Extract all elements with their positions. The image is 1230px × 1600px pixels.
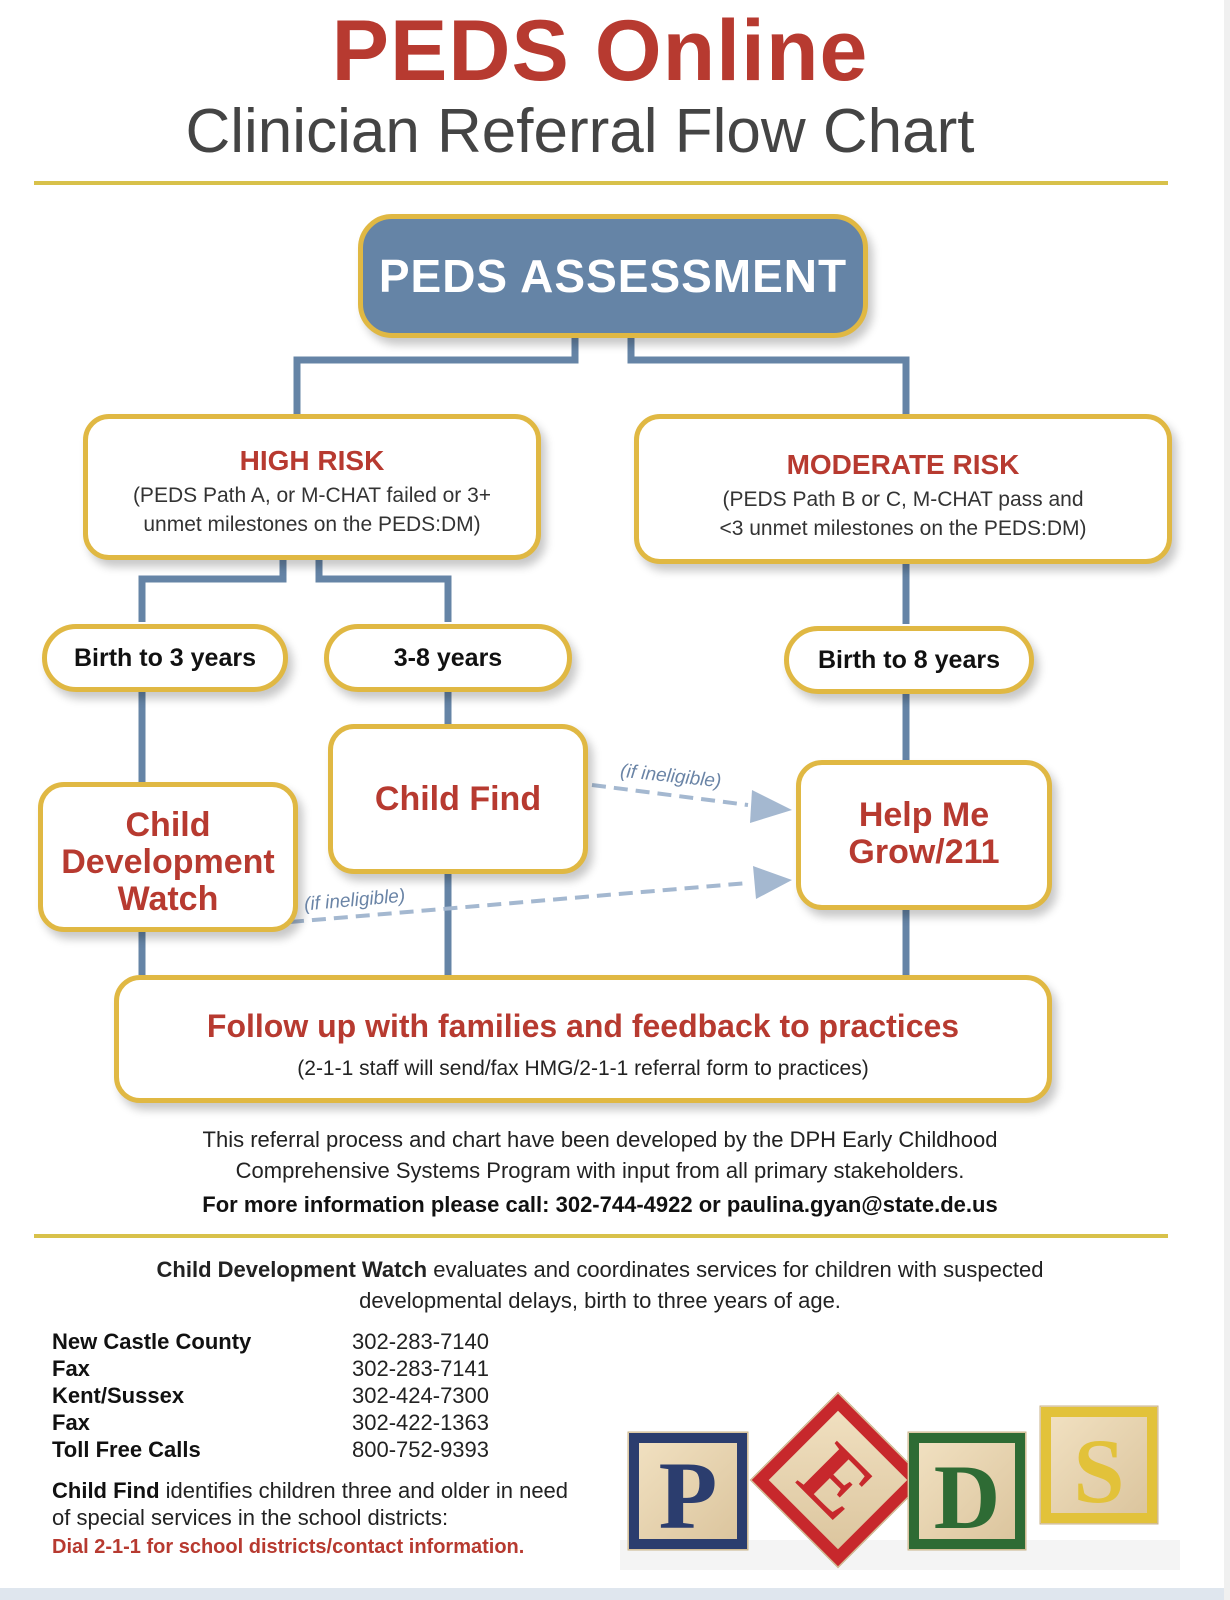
cf-desc-rest2: of special services in the school districts: bbox=[52, 1505, 449, 1530]
moderate-risk-line1: (PEDS Path B or C, M-CHAT pass and bbox=[722, 488, 1084, 511]
arrowhead-cdw-hmg bbox=[753, 866, 792, 899]
if-ineligible-label-childfind: (if ineligible) bbox=[619, 760, 723, 793]
connector-assessment-moderate bbox=[631, 338, 906, 416]
contact-number: 302-422-1363 bbox=[352, 1410, 490, 1435]
bottom-band bbox=[0, 1588, 1230, 1600]
moderate-risk-node bbox=[634, 414, 1172, 564]
follow-up-subtitle: (2-1-1 staff will send/fax HMG/2-1-1 referral form to practices) bbox=[297, 1057, 869, 1080]
dial-bold: Dial 2-1-1 bbox=[52, 1536, 141, 1558]
connector-high-birth3 bbox=[142, 556, 283, 622]
connector-assessment-high bbox=[297, 338, 575, 416]
hmg-line2: Grow/211 bbox=[848, 833, 1000, 871]
high-risk-line1: (PEDS Path A, or M-CHAT failed or 3+ bbox=[132, 484, 492, 507]
contact-row bbox=[52, 1382, 489, 1409]
contact-row bbox=[52, 1355, 489, 1382]
contact-label: Kent/Sussex bbox=[52, 1383, 185, 1408]
dial-rest: for school districts/contact information. bbox=[140, 1536, 525, 1558]
footer-divider bbox=[34, 1234, 1168, 1238]
page-title: PEDS Online bbox=[331, 3, 869, 99]
page-subtitle: Clinician Referral Flow Chart bbox=[185, 97, 975, 166]
age-3-to-8-pill: 3-8 years bbox=[324, 624, 572, 692]
block-p bbox=[628, 1432, 748, 1550]
cf-desc-bold: Child Find bbox=[52, 1478, 160, 1503]
dial-211-line bbox=[52, 1536, 524, 1559]
block-p-letter: P bbox=[658, 1442, 718, 1549]
info-block bbox=[0, 1124, 1200, 1220]
contact-label: Toll Free Calls bbox=[52, 1437, 201, 1462]
contact-label: New Castle County bbox=[52, 1329, 252, 1354]
block-d-letter: D bbox=[933, 1446, 1001, 1548]
cdw-description bbox=[0, 1254, 1200, 1316]
cf-desc-rest1: identifies children three and older in need bbox=[159, 1478, 569, 1503]
high-risk-title: HIGH RISK bbox=[239, 445, 385, 476]
contact-label: Fax bbox=[52, 1356, 90, 1381]
follow-up-title: Follow up with families and feedback to practices bbox=[206, 1008, 960, 1044]
right-edge-strip bbox=[1224, 0, 1230, 1600]
moderate-risk-title: MODERATE RISK bbox=[786, 449, 1020, 480]
block-d bbox=[908, 1432, 1026, 1550]
contact-number: 302-283-7141 bbox=[352, 1356, 490, 1381]
contact-row bbox=[52, 1409, 489, 1436]
age-birth-to-8-pill: Birth to 8 years bbox=[784, 626, 1034, 694]
contact-row bbox=[52, 1436, 489, 1463]
arrowhead-childfind-hmg bbox=[750, 790, 792, 823]
high-risk-line2: unmet milestones on the PEDS:DM) bbox=[143, 513, 481, 536]
block-s-letter: S bbox=[1073, 1420, 1125, 1522]
cdw-desc-rest1: evaluates and coordinates services for children with suspected bbox=[427, 1257, 1044, 1282]
moderate-risk-line2: <3 unmet milestones on the PEDS:DM) bbox=[719, 517, 1087, 540]
child-find-node: Child Find bbox=[328, 724, 588, 874]
contacts-list bbox=[52, 1328, 489, 1463]
peds-blocks-image bbox=[620, 1370, 1180, 1570]
child-find-description bbox=[52, 1477, 612, 1531]
info-contact-line: For more information please call: 302-744-4922 or paulina.gyan@state.de.us bbox=[202, 1192, 998, 1217]
hmg-line1: Help Me bbox=[858, 796, 990, 834]
block-s bbox=[1040, 1406, 1158, 1524]
cdw-desc-rest2: developmental delays, birth to three years of age. bbox=[359, 1288, 841, 1313]
child-development-watch-node bbox=[38, 782, 298, 932]
cdw-line1: Child bbox=[125, 806, 211, 844]
high-risk-node bbox=[83, 414, 541, 560]
info-line2: Comprehensive Systems Program with input from all primary stakeholders. bbox=[235, 1158, 965, 1183]
if-ineligible-label-cdw: (if ineligible) bbox=[303, 885, 407, 916]
peds-assessment-node: PEDS ASSESSMENT bbox=[358, 214, 868, 338]
contact-label: Fax bbox=[52, 1410, 90, 1435]
follow-up-node bbox=[114, 975, 1052, 1103]
cdw-line2: Development bbox=[61, 843, 275, 881]
cdw-line3: Watch bbox=[117, 880, 219, 918]
cdw-desc-bold: Child Development Watch bbox=[156, 1257, 428, 1282]
contact-row bbox=[52, 1328, 489, 1355]
help-me-grow-node bbox=[796, 760, 1052, 910]
contact-number: 302-283-7140 bbox=[352, 1329, 490, 1354]
contact-number: 800-752-9393 bbox=[352, 1437, 490, 1462]
age-birth-to-3-pill: Birth to 3 years bbox=[42, 624, 288, 692]
info-line1: This referral process and chart have been developed by the DPH Early Childhood bbox=[202, 1127, 998, 1152]
contact-number: 302-424-7300 bbox=[352, 1383, 490, 1408]
connector-high-3to8 bbox=[319, 556, 448, 622]
block-e-letter: E bbox=[780, 1425, 893, 1538]
